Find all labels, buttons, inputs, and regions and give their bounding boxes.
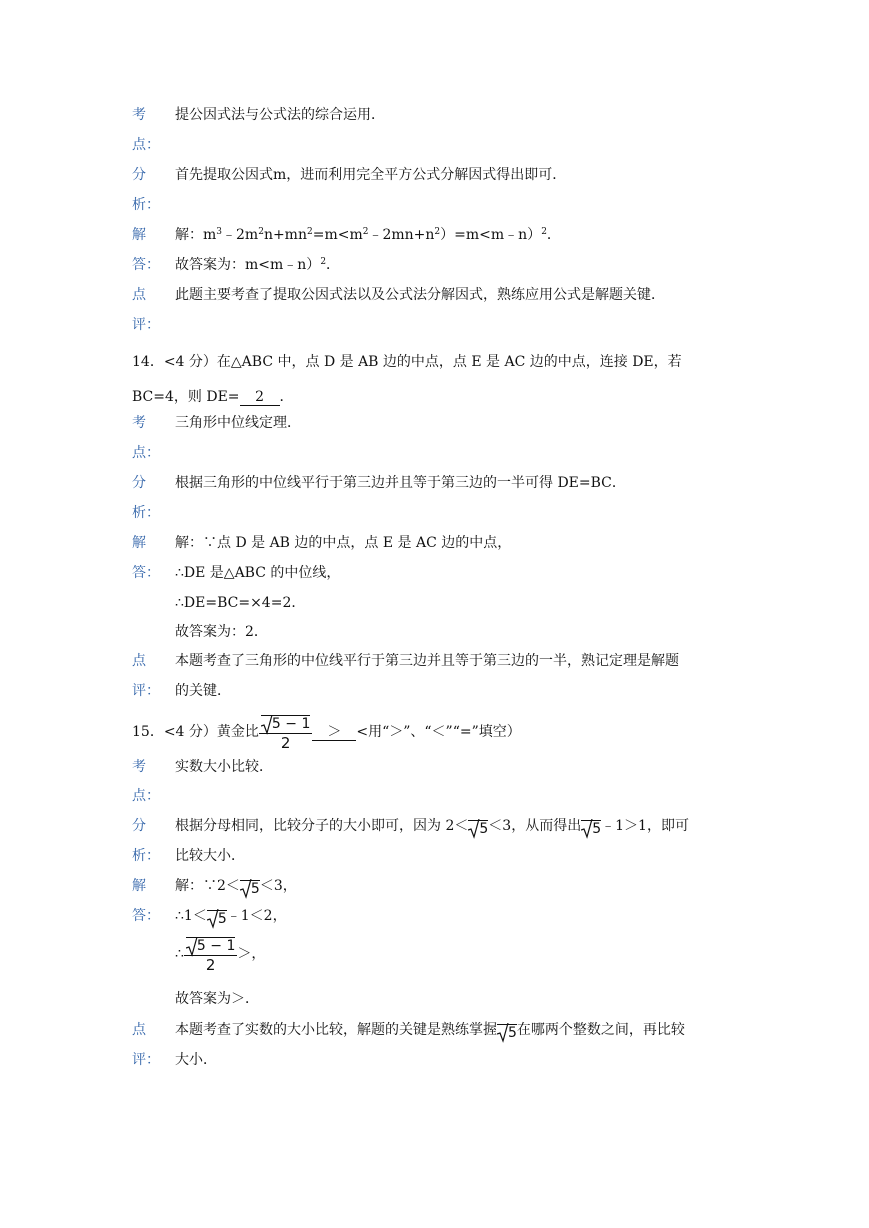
golden-ratio-fraction: $\frac{5 - 1}{2}$ (259, 712, 312, 752)
jieda-line-15-4: 故答案为＞． (175, 991, 259, 1007)
fenxi-label-15a: 分 (132, 818, 146, 834)
jieda-label-14b: 答： (132, 565, 160, 581)
fenxi-label-14b: 析： (132, 505, 160, 521)
answer-blank-14: 2 (240, 389, 280, 406)
dianping-text-15-2: 大小． (175, 1052, 217, 1068)
jieda-label-15a: 解 (132, 878, 146, 894)
dianping-text-13: 此题主要考查了提取公因式法以及公式法分解因式，熟练应用公式是解题关键． (175, 287, 665, 303)
jieda-line-14-2: ∴DE 是△ABC 的中位线， (175, 565, 341, 581)
jieda-line-14-4: 故答案为：2． (175, 624, 268, 640)
dianping-label-14a: 点 (132, 653, 146, 669)
dianping-text-14-1: 本题考查了三角形的中位线平行于第三边并且等于第三边的一半，熟记定理是解题 (175, 653, 679, 669)
question-14-line-1: 14．<4 分）在△ABC 中，点 D 是 AB 边的中点，点 E 是 AC 边的中点，连接 DE，若 (132, 354, 682, 370)
question-15: 15．<4 分）黄金比 $\frac{5 - 1}{2}$ ＞ <用“＞”、“＜”“=”填空） (132, 712, 521, 752)
fenxi-label-15b: 析： (132, 848, 160, 864)
golden-ratio-fraction: $\frac{5 - 1}{2}$ (184, 934, 237, 974)
kaodian-label-15a: 考 (132, 759, 146, 775)
jieda-label-13b: 答： (132, 257, 160, 273)
fenxi-text-15-1: 根据分母相同，比较分子的大小即可，因为 2＜ 5＜3，从而得出 5﹣1＞1，即可 (175, 818, 689, 837)
fenxi-label-13a: 分 (132, 167, 146, 183)
jieda-label-14a: 解 (132, 535, 146, 551)
kaodian-text-13: 提公因式法与公式法的综合运用． (175, 107, 385, 123)
kaodian-text-15: 实数大小比较． (175, 759, 273, 775)
question-14-line-2: BC=4，则 DE= 2 ． (132, 389, 294, 405)
sqrt5-radical: 5 (468, 819, 488, 839)
sqrt5-radical: 5 (240, 879, 260, 899)
fenxi-text-14: 根据三角形的中位线平行于第三边并且等于第三边的一半可得 DE=BC． (175, 475, 626, 491)
jieda-line-13-1: 解：$m^3﹣2m^2n+mn^2=m<m^2﹣2mn+n^2)=m<m﹣n)^2$． (175, 227, 561, 243)
jieda-line-13-2: 故答案为：m<m﹣n）$^2$． (175, 257, 341, 273)
answer-blank-15: ＞ (312, 724, 356, 741)
fenxi-text-15-2: 比较大小． (175, 848, 245, 864)
dianping-text-15-1: 本题考查了实数的大小比较，解题的关键是熟练掌握 5在哪两个整数之间，再比较 (175, 1022, 685, 1041)
kaodian-label-13a: 考 (132, 107, 146, 123)
dianping-label-13b: 评： (132, 317, 160, 333)
jieda-line-15-2: ∴1＜ 5﹣1＜2， (175, 908, 287, 927)
jieda-line-14-3: ∴DE=BC=×4=2． (175, 595, 306, 611)
jieda-line-15-1: 解：∵2＜ 5＜3， (175, 878, 297, 897)
sqrt5-radical: 5 (581, 819, 601, 839)
kaodian-label-13b: 点： (132, 137, 160, 153)
kaodian-label-15b: 点： (132, 788, 160, 804)
dianping-label-15a: 点 (132, 1022, 146, 1038)
dianping-text-14-2: 的关键． (175, 683, 231, 699)
jieda-line-14-1: 解：∵点 D 是 AB 边的中点，点 E 是 AC 边的中点， (175, 535, 512, 551)
jieda-label-15b: 答： (132, 908, 160, 924)
jieda-line-15-3: ∴ $\frac{5 - 1}{2}$ ＞， (175, 934, 265, 974)
dianping-label-14b: 评： (132, 683, 160, 699)
fenxi-label-14a: 分 (132, 475, 146, 491)
kaodian-label-14a: 考 (132, 415, 146, 431)
sqrt5-radical: 5 (207, 909, 227, 929)
fenxi-text-13: 首先提取公因式m，进而利用完全平方公式分解因式得出即可． (175, 167, 567, 183)
kaodian-label-14b: 点： (132, 445, 160, 461)
fenxi-label-13b: 析： (132, 197, 160, 213)
dianping-label-15b: 评： (132, 1052, 160, 1068)
jieda-label-13a: 解 (132, 227, 146, 243)
dianping-label-13a: 点 (132, 287, 146, 303)
sqrt5-radical: 5 (497, 1023, 517, 1043)
kaodian-text-14: 三角形中位线定理． (175, 415, 301, 431)
